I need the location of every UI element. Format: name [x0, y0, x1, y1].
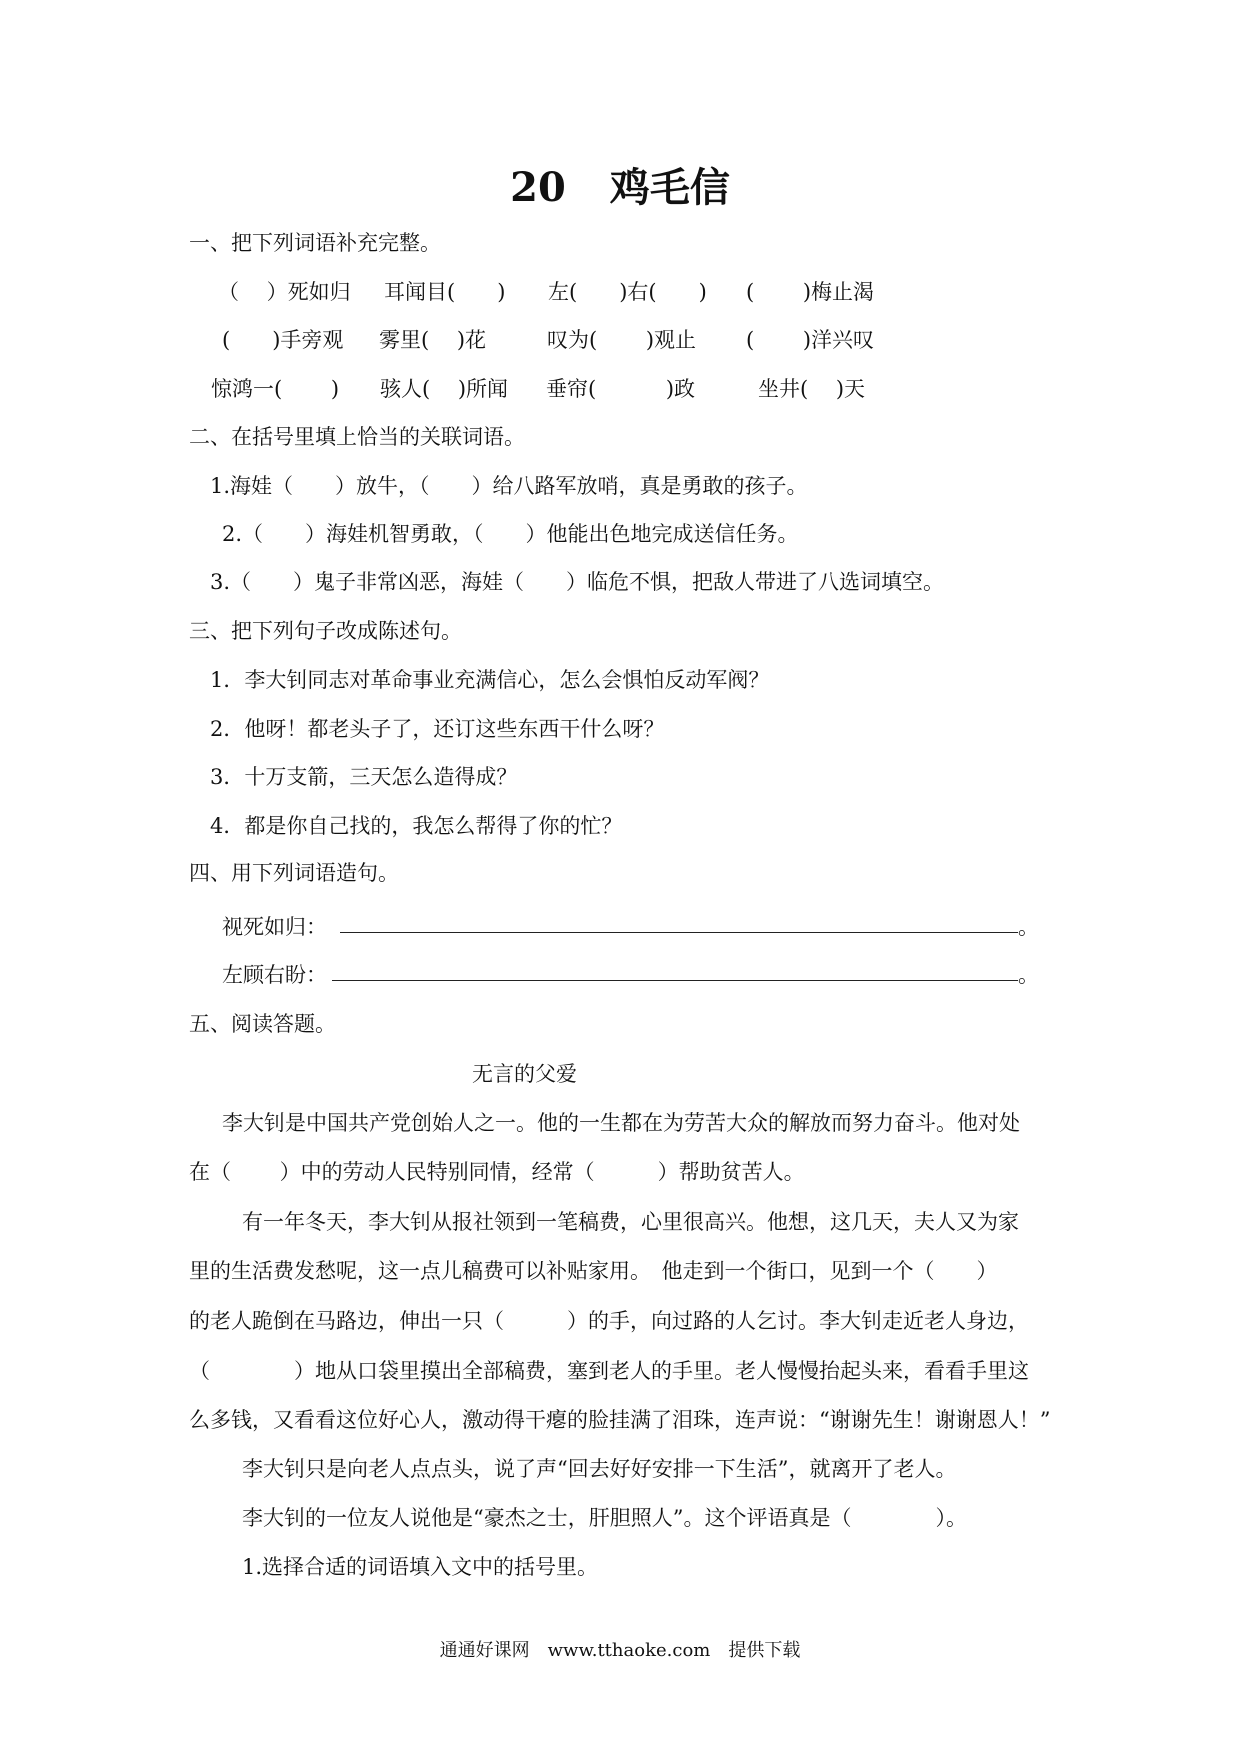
- passage-line: （ ）地从口袋里摸出全部稿费，塞到老人的手里。老人慢慢抬起头来，看看手里这: [189, 1359, 1029, 1383]
- section3-heading: 三、把下列句子改成陈述句。: [189, 619, 462, 643]
- idiom-blank: 耳闻目( ): [384, 280, 506, 304]
- page-title: [0, 160, 1240, 216]
- idiom-blank: 雾里( )花: [379, 328, 487, 352]
- section4-heading: 四、用下列词语造句。: [189, 861, 399, 885]
- idiom-blank: 坐井( )天: [758, 377, 866, 401]
- lesson-title: 鸡毛信: [609, 164, 730, 211]
- idiom-blank: 叹为( )观止: [547, 328, 697, 352]
- idiom-blank: 惊鸿一( ): [211, 377, 340, 401]
- passage-line: 有一年冬天，李大钊从报社领到一笔稿费，心里很高兴。他想，这几天，夫人又为家: [242, 1210, 1019, 1234]
- idiom-blank: ( )梅止渴: [746, 280, 875, 304]
- idiom-blank: （ ）死如归: [218, 280, 351, 304]
- question-item: 4．都是你自己找的，我怎么帮得了你的忙？: [210, 814, 623, 838]
- lesson-number: 20: [510, 164, 566, 211]
- page-footer: 通通好课网 www.tthaoke.com 提供下载: [439, 1640, 801, 1661]
- section1-heading: 一、把下列词语补充完整。: [189, 231, 441, 255]
- passage-line: 李大钊是中国共产党创始人之一。他的一生都在为劳苦大众的解放而努力奋斗。他对处: [222, 1111, 1020, 1135]
- question-item: 3.（ ）鬼子非常凶恶，海娃（ ）临危不惧，把敌人带进了八选词填空。: [210, 570, 945, 594]
- sentence-end: 。: [1018, 963, 1039, 987]
- sentence-answer-line[interactable]: [332, 980, 1018, 981]
- idiom-blank: 骇人( )所闻: [380, 377, 509, 401]
- question-item: 1.海娃（ ）放牛，（ ）给八路军放哨，真是勇敢的孩子。: [210, 474, 808, 498]
- sentence-label: 视死如归：: [222, 915, 327, 939]
- passage-line: 李大钊只是向老人点点头，说了声“回去好好安排一下生活”，就离开了老人。: [242, 1457, 957, 1481]
- question-item: 1．李大钊同志对革命事业充满信心，怎么会惧怕反动军阀？: [210, 668, 770, 692]
- section5-heading: 五、阅读答题。: [189, 1012, 336, 1036]
- sentence-end: 。: [1018, 915, 1039, 939]
- passage-question: 1.选择合适的词语填入文中的括号里。: [242, 1555, 599, 1579]
- passage-line: 么多钱，又看看这位好心人，激动得干瘪的脸挂满了泪珠，连声说：“谢谢先生！谢谢恩人！”: [189, 1408, 1051, 1432]
- idiom-blank: ( )洋兴叹: [746, 328, 875, 352]
- passage-line: 在（ ）中的劳动人民特别同情，经常（ ）帮助贫苦人。: [189, 1160, 805, 1184]
- question-item: 2.（ ）海娃机智勇敢，（ ）他能出色地完成送信任务。: [222, 522, 799, 546]
- passage-line: 李大钊的一位友人说他是“豪杰之士，肝胆照人”。这个评语真是（ ）。: [242, 1506, 967, 1530]
- sentence-answer-line[interactable]: [340, 932, 1018, 933]
- question-item: 2．他呀！都老头子了，还订这些东西干什么呀？: [210, 717, 665, 741]
- idiom-blank: ( )手旁观: [222, 328, 344, 352]
- sentence-label: 左顾右盼：: [222, 963, 327, 987]
- idiom-blank: 垂帘( )政: [546, 377, 696, 401]
- question-item: 3．十万支箭，三天怎么造得成？: [210, 765, 518, 789]
- passage-line: 的老人跪倒在马路边，伸出一只（ ）的手，向过路的人乞讨。李大钊走近老人身边，: [189, 1309, 1029, 1333]
- passage-title: 无言的父爱: [472, 1062, 577, 1086]
- passage-line: 里的生活费发愁呢，这一点儿稿费可以补贴家用。 他走到一个街口，见到一个（ ）: [189, 1259, 998, 1283]
- idiom-blank: 左( )右( ): [548, 280, 707, 304]
- section2-heading: 二、在括号里填上恰当的关联词语。: [189, 425, 525, 449]
